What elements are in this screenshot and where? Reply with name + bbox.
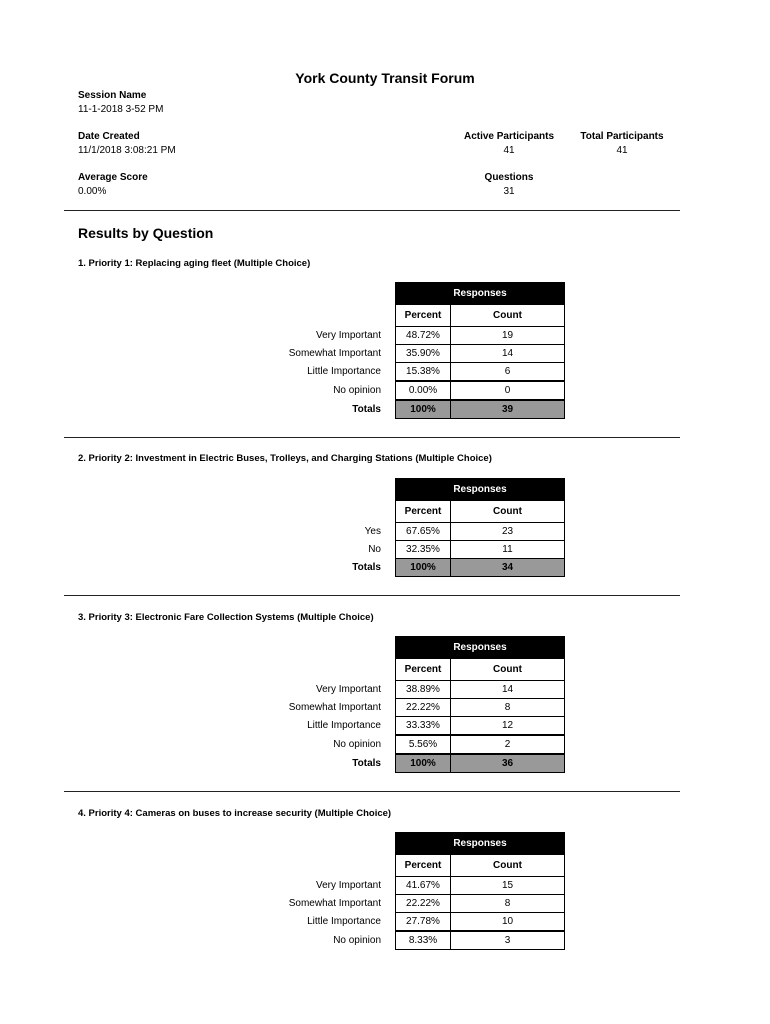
row-label: Very Important: [315, 880, 381, 891]
count-cell: 0: [450, 381, 565, 400]
percent-header: Percent: [395, 854, 451, 877]
row-label: Somewhat Important: [288, 348, 381, 359]
percent-cell: 41.67%: [395, 876, 451, 895]
question-title: 4. Priority 4: Cameras on buses to increase security (Multiple Choice): [78, 808, 392, 819]
table-row: [78, 894, 565, 913]
questions-label: Questions: [484, 172, 534, 183]
totals-label: Totals: [352, 562, 381, 573]
row-label: No opinion: [333, 739, 381, 750]
count-cell: 12: [450, 716, 565, 735]
session-name-label: Session Name: [78, 90, 147, 101]
active-participants-label: Active Participants: [463, 131, 555, 142]
table-row: [78, 735, 565, 754]
percent-cell: 27.78%: [395, 912, 451, 931]
table-row: [78, 698, 565, 717]
count-cell: 14: [450, 680, 565, 699]
count-cell: 2: [450, 735, 565, 754]
count-cell: 14: [450, 344, 565, 363]
total-percent-cell: 100%: [395, 558, 451, 577]
totals-label: Totals: [352, 404, 381, 415]
table-row: [78, 326, 565, 345]
row-label: Somewhat Important: [288, 702, 381, 713]
table-row: [78, 381, 565, 400]
count-cell: 8: [450, 698, 565, 717]
question-title: 2. Priority 2: Investment in Electric Buses, Trolleys, and Charging Stations (Multiple Choice): [78, 453, 492, 464]
row-label: Somewhat Important: [288, 898, 381, 909]
totals-row: [78, 400, 565, 419]
row-label: No opinion: [333, 935, 381, 946]
count-cell: 23: [450, 522, 565, 541]
table-row: [78, 912, 565, 931]
divider: [64, 437, 680, 438]
question-title: 1. Priority 1: Replacing aging fleet (Multiple Choice): [78, 258, 311, 269]
count-cell: 8: [450, 894, 565, 913]
row-label: Yes: [364, 526, 381, 537]
responses-header: Responses: [395, 832, 565, 854]
percent-cell: 0.00%: [395, 381, 451, 400]
count-cell: 10: [450, 912, 565, 931]
percent-cell: 32.35%: [395, 540, 451, 559]
percent-cell: 67.65%: [395, 522, 451, 541]
responses-header: Responses: [395, 478, 565, 500]
totals-row: [78, 754, 565, 773]
table-header-row: [78, 500, 565, 519]
table-row: [78, 876, 565, 895]
total-count-cell: 36: [450, 754, 565, 773]
table-header-row: [78, 854, 565, 873]
date-created-label: Date Created: [78, 131, 140, 142]
percent-header: Percent: [395, 500, 451, 523]
percent-cell: 22.22%: [395, 698, 451, 717]
percent-cell: 48.72%: [395, 326, 451, 345]
table-row: [78, 522, 565, 541]
row-label: No opinion: [333, 385, 381, 396]
percent-cell: 8.33%: [395, 931, 451, 950]
percent-cell: 5.56%: [395, 735, 451, 754]
row-label: Little Importance: [307, 720, 381, 731]
total-count-cell: 39: [450, 400, 565, 419]
table-row: [78, 344, 565, 363]
table-row: [78, 540, 565, 559]
total-participants-label: Total Participants: [580, 131, 664, 142]
table-header-row: [78, 658, 565, 677]
row-label: Little Importance: [307, 366, 381, 377]
totals-row: [78, 558, 565, 577]
percent-cell: 15.38%: [395, 362, 451, 381]
count-header: Count: [450, 658, 565, 681]
count-header: Count: [450, 854, 565, 877]
totals-label: Totals: [352, 758, 381, 769]
total-participants-value: 41: [616, 145, 628, 156]
count-cell: 3: [450, 931, 565, 950]
question-title: 3. Priority 3: Electronic Fare Collection Systems (Multiple Choice): [78, 612, 374, 623]
table-header-row: [78, 304, 565, 323]
percent-cell: 38.89%: [395, 680, 451, 699]
total-percent-cell: 100%: [395, 754, 451, 773]
percent-cell: 33.33%: [395, 716, 451, 735]
questions-value: 31: [503, 186, 515, 197]
count-cell: 15: [450, 876, 565, 895]
row-label: Very Important: [315, 684, 381, 695]
average-score-value: 0.00%: [78, 186, 107, 197]
total-count-cell: 34: [450, 558, 565, 577]
session-name-value: 11-1-2018 3-52 PM: [78, 104, 164, 115]
table-row: [78, 931, 565, 950]
total-percent-cell: 100%: [395, 400, 451, 419]
section-title: Results by Question: [78, 225, 214, 241]
report-title: York County Transit Forum: [295, 70, 475, 86]
count-cell: 11: [450, 540, 565, 559]
percent-header: Percent: [395, 304, 451, 327]
table-row: [78, 716, 565, 735]
count-header: Count: [450, 500, 565, 523]
divider: [64, 791, 680, 792]
percent-cell: 35.90%: [395, 344, 451, 363]
count-header: Count: [450, 304, 565, 327]
table-row: [78, 680, 565, 699]
divider: [64, 210, 680, 211]
count-cell: 19: [450, 326, 565, 345]
average-score-label: Average Score: [78, 172, 148, 183]
count-cell: 6: [450, 362, 565, 381]
percent-header: Percent: [395, 658, 451, 681]
active-participants-value: 41: [503, 145, 515, 156]
divider: [64, 595, 680, 596]
table-row: [78, 362, 565, 381]
row-label: Very Important: [315, 330, 381, 341]
row-label: Little Importance: [307, 916, 381, 927]
row-label: No: [368, 544, 381, 555]
responses-header: Responses: [395, 636, 565, 658]
percent-cell: 22.22%: [395, 894, 451, 913]
responses-header: Responses: [395, 282, 565, 304]
date-created-value: 11/1/2018 3:08:21 PM: [78, 145, 176, 156]
